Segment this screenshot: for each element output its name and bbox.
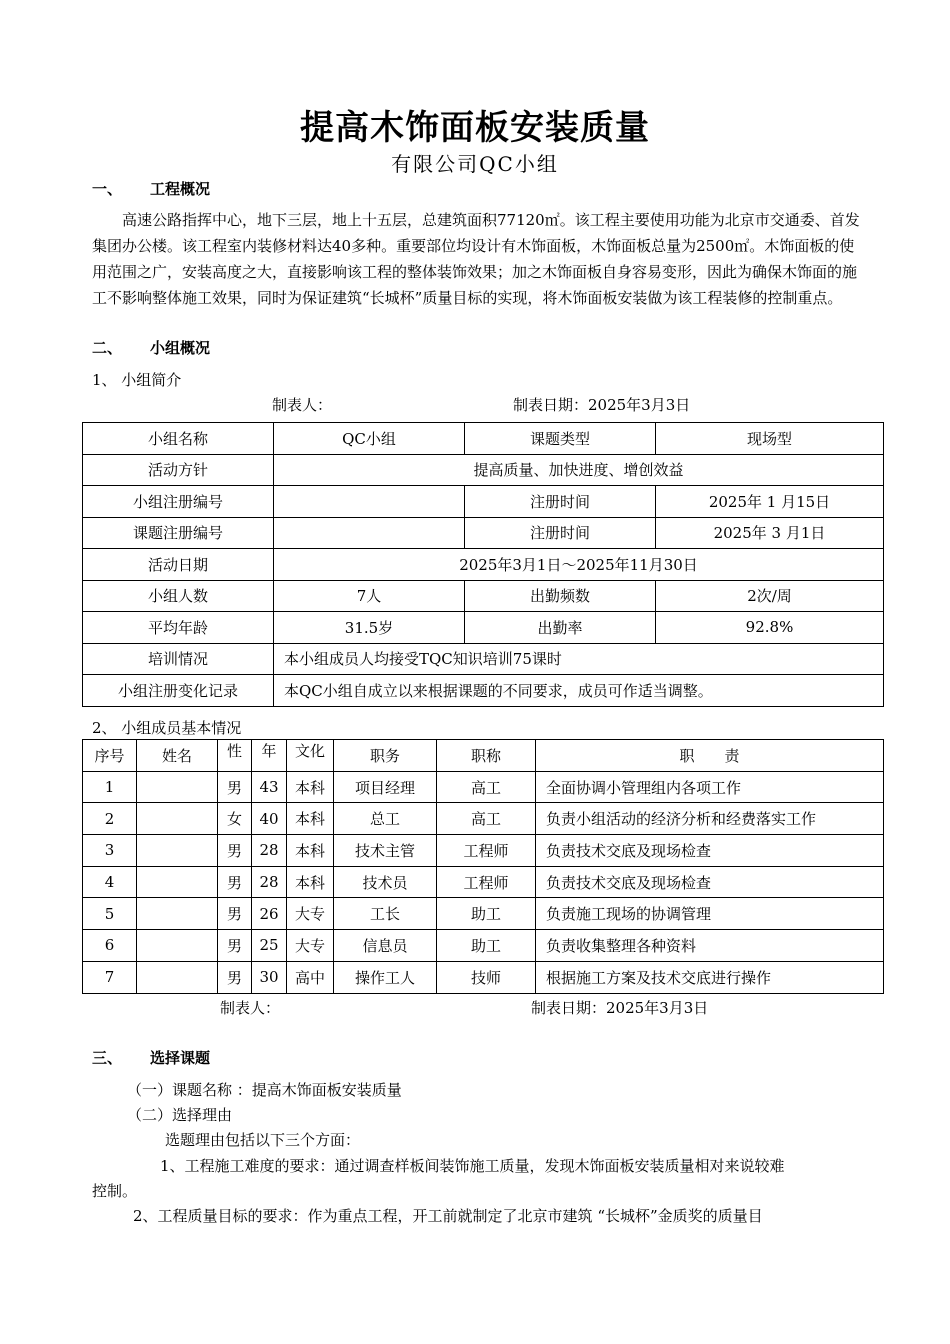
table-cell: 大专: [287, 898, 334, 930]
table-cell: 负责技术交底及现场检查: [536, 866, 884, 898]
table-row: [83, 486, 884, 518]
table-cell: 男: [218, 898, 252, 930]
table-cell: 26: [252, 898, 287, 930]
table-cell: 男: [218, 961, 252, 993]
table-cell: 大专: [287, 930, 334, 962]
topic-type-value: 现场型: [656, 423, 884, 455]
section-1-heading: [92, 178, 210, 199]
change-label: 小组注册变化记录: [83, 675, 274, 707]
reason-1-continued: 控制。: [92, 1182, 138, 1200]
section-1-number: 一、: [92, 180, 123, 198]
table-cell: 30: [252, 961, 287, 993]
table-cell: 7: [83, 961, 137, 993]
members-label: 小组人数: [83, 580, 274, 612]
column-header: 职称: [437, 740, 536, 772]
column-header: 性: [218, 740, 252, 772]
attend-rate-value: 92.8%: [656, 612, 884, 644]
topic-reg-label: 课题注册编号: [83, 517, 274, 549]
training-label: 培训情况: [83, 643, 274, 675]
table1-maker: 制表人：: [272, 396, 333, 414]
reg-time-label: 注册时间: [465, 486, 656, 518]
column-header: 年: [252, 740, 287, 772]
activity-date-value: 2025年3月1日～2025年11月30日: [274, 549, 884, 581]
avg-age-value: 31.5岁: [274, 612, 465, 644]
table-cell: [137, 898, 218, 930]
table-cell: 负责收集整理各种资料: [536, 930, 884, 962]
table-cell: 根据施工方案及技术交底进行操作: [536, 961, 884, 993]
subsection-members: 2、 小组成员基本情况: [92, 719, 242, 737]
table-cell: 技术主管: [334, 835, 437, 867]
table-cell: 工程师: [437, 866, 536, 898]
table-cell: 28: [252, 835, 287, 867]
section-2-number: 二、: [92, 339, 123, 357]
table-cell: 本科: [287, 866, 334, 898]
table-cell: 项目经理: [334, 771, 437, 803]
table-row: [83, 580, 884, 612]
table-row: [83, 454, 884, 486]
section-3-heading: [92, 1047, 210, 1068]
table-row: [83, 675, 884, 707]
table2-date: 制表日期：2025年3月3日: [531, 999, 709, 1017]
attend-freq-value: 2次/周: [656, 580, 884, 612]
table2-maker: 制表人：: [220, 999, 281, 1017]
reg-time-value: 2025年 1 月15日: [656, 486, 884, 518]
table-cell: 男: [218, 771, 252, 803]
table-cell: 助工: [437, 930, 536, 962]
table-cell: [137, 866, 218, 898]
table-cell: 男: [218, 866, 252, 898]
training-value: 本小组成员人均接受TQC知识培训75课时: [274, 643, 884, 675]
members-table: [82, 739, 884, 994]
table-cell: 43: [252, 771, 287, 803]
table1-date: 制表日期：2025年3月3日: [513, 396, 691, 414]
change-value: 本QC小组自成立以来根据课题的不同要求，成员可作适当调整。: [274, 675, 884, 707]
document-subtitle: 有限公司QC小组: [391, 152, 559, 176]
table-row: [83, 549, 884, 581]
table-cell: 信息员: [334, 930, 437, 962]
column-header: 姓名: [137, 740, 218, 772]
policy-label: 活动方针: [83, 454, 274, 486]
table-row: [83, 930, 884, 962]
table-cell: 负责技术交底及现场检查: [536, 835, 884, 867]
table-cell: 操作工人: [334, 961, 437, 993]
table-row: [83, 961, 884, 993]
group-reg-label: 小组注册编号: [83, 486, 274, 518]
reason-title: （二）选择理由: [127, 1106, 233, 1124]
group-name-label: 小组名称: [83, 423, 274, 455]
reason-intro: 选题理由包括以下三个方面：: [165, 1131, 361, 1149]
table-cell: 女: [218, 803, 252, 835]
table-cell: 本科: [287, 771, 334, 803]
table-cell: 技师: [437, 961, 536, 993]
table-cell: 男: [218, 930, 252, 962]
reason-2: 2、工程质量目标的要求：作为重点工程，开工前就制定了北京市建筑 “长城杯”金质奖的质量目: [133, 1207, 763, 1225]
subsection-group-intro: 1、 小组简介: [92, 371, 182, 389]
table-cell: 3: [83, 835, 137, 867]
table-cell: 本科: [287, 803, 334, 835]
table-cell: 总工: [334, 803, 437, 835]
column-header: 文化: [287, 740, 334, 772]
table-row: [83, 866, 884, 898]
table-cell: [137, 771, 218, 803]
policy-value: 提高质量、加快进度、增创效益: [274, 454, 884, 486]
column-header: 序号: [83, 740, 137, 772]
table-cell: 本科: [287, 835, 334, 867]
table-cell: 25: [252, 930, 287, 962]
table-cell: 男: [218, 835, 252, 867]
reg-time-label: 注册时间: [465, 517, 656, 549]
column-header: 职务: [334, 740, 437, 772]
table-row: [83, 803, 884, 835]
overview-paragraph: 高速公路指挥中心，地下三层，地上十五层，总建筑面积77120㎡。该工程主要使用功能为北京市交通委、首发集团办公楼。该工程室内装修材料达40多种。重要部位均设计有木饰面板，木饰面板总量为2500㎡。木饰面板的使用范围之广，安装高度之大，直接影响该工程的整体装饰效果；加之木饰面板自身容易变形，因此为确保木饰面的施工不影响整体施工效果，同时为保证建筑“长城杯”质量目标的实现，将木饰面板安装做为该工程装修的控制重点。: [92, 211, 860, 307]
table-cell: 6: [83, 930, 137, 962]
table-row: [83, 898, 884, 930]
table-cell: [137, 803, 218, 835]
table-cell: [137, 961, 218, 993]
table-row: [83, 835, 884, 867]
avg-age-label: 平均年龄: [83, 612, 274, 644]
attend-rate-label: 出勤率: [465, 612, 656, 644]
table-cell: 高工: [437, 771, 536, 803]
table-row: [83, 517, 884, 549]
table-cell: 40: [252, 803, 287, 835]
table-cell: 1: [83, 771, 137, 803]
table-cell: 全面协调小管理组内各项工作: [536, 771, 884, 803]
table-header-row: [83, 740, 884, 772]
group-info-table: [82, 422, 884, 707]
table-row: [83, 423, 884, 455]
column-header: 职 责: [536, 740, 884, 772]
table-cell: [137, 835, 218, 867]
topic-type-label: 课题类型: [465, 423, 656, 455]
table-cell: 负责小组活动的经济分析和经费落实工作: [536, 803, 884, 835]
table-cell: 4: [83, 866, 137, 898]
group-reg-value: [274, 486, 465, 518]
attend-freq-label: 出勤频数: [465, 580, 656, 612]
table-row: [83, 643, 884, 675]
members-value: 7人: [274, 580, 465, 612]
table-cell: 高中: [287, 961, 334, 993]
table-cell: 5: [83, 898, 137, 930]
document-title: 提高木饰面板安装质量: [300, 108, 650, 148]
reg-time-value: 2025年 3 月1日: [656, 517, 884, 549]
table-cell: 2: [83, 803, 137, 835]
table-row: [83, 771, 884, 803]
activity-date-label: 活动日期: [83, 549, 274, 581]
table-row: [83, 612, 884, 644]
topic-name: （一）课题名称 ：提高木饰面板安装质量: [127, 1081, 402, 1099]
table-cell: 技术员: [334, 866, 437, 898]
table-cell: 工长: [334, 898, 437, 930]
table-cell: 工程师: [437, 835, 536, 867]
section-2-heading: [92, 337, 210, 358]
table-cell: [137, 930, 218, 962]
table-cell: 助工: [437, 898, 536, 930]
reason-1: 1、工程施工难度的要求：通过调查样板间装饰施工质量，发现木饰面板安装质量相对来说较难: [160, 1157, 785, 1175]
table-cell: 28: [252, 866, 287, 898]
section-3-number: 三、: [92, 1049, 123, 1067]
topic-reg-value: [274, 517, 465, 549]
group-name-value: QC小组: [274, 423, 465, 455]
table-cell: 负责施工现场的协调管理: [536, 898, 884, 930]
section-1-title: 工程概况: [150, 180, 211, 198]
table-cell: 高工: [437, 803, 536, 835]
section-2-title: 小组概况: [150, 339, 211, 357]
section-3-title: 选择课题: [150, 1049, 211, 1067]
